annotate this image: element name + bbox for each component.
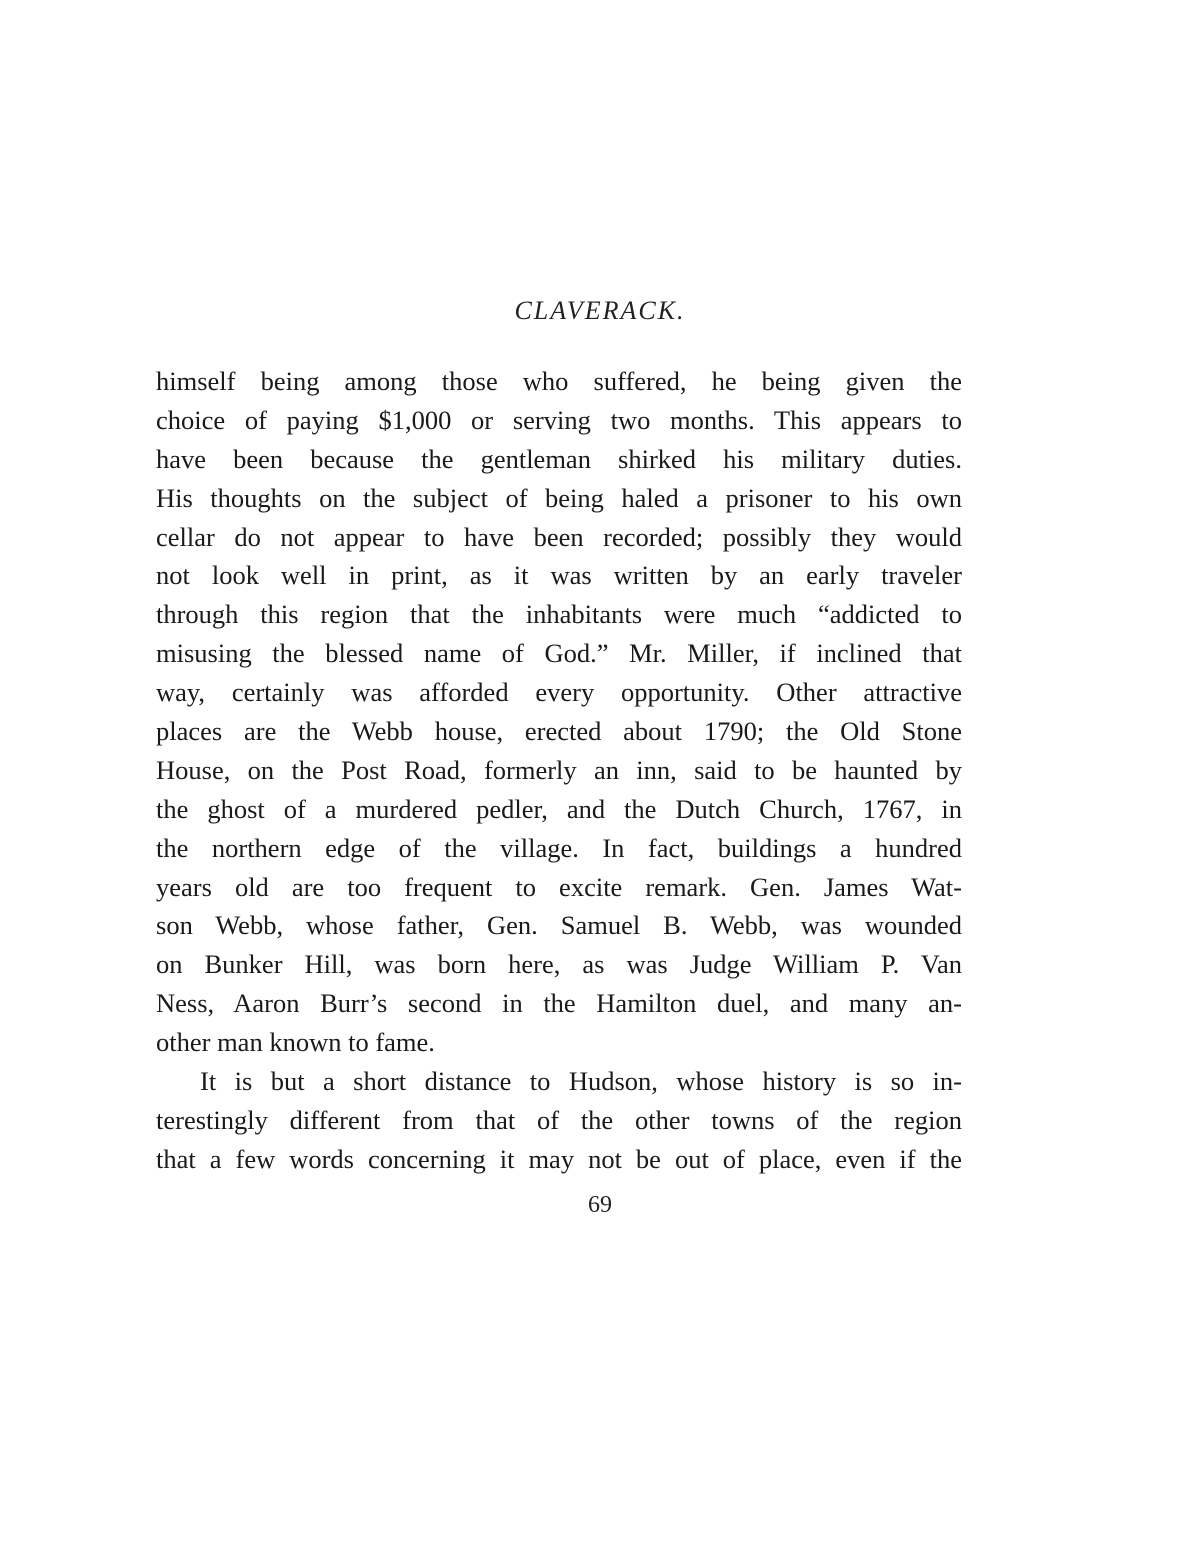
text-line: His thoughts on the subject of being haled a prisoner to his own (156, 482, 962, 513)
paragraph-1 (156, 362, 962, 1062)
text-line: have been because the gentleman shirked his military duties. (156, 443, 962, 474)
text-line: on Bunker Hill, was born here, as was Judge William P. Van (156, 949, 962, 980)
text-line: years old are too frequent to excite remark. Gen. James Wat- (156, 871, 962, 902)
text-line: not look well in print, as it was written by an early traveler (156, 560, 962, 591)
text-line: himself being among those who suffered, he being given the (156, 366, 962, 396)
text-line: choice of paying $1,000 or serving two months. This appears to (156, 404, 962, 435)
text-line: way, certainly was afforded every opportunity. Other attractive (156, 677, 962, 708)
text-line: son Webb, whose father, Gen. Samuel B. Webb, was wounded (156, 910, 962, 941)
paragraph-2 (156, 1062, 962, 1179)
running-title: CLAVERACK. (514, 296, 686, 325)
text-line: other man known to fame. (156, 1027, 435, 1058)
text-line: It is but a short distance to Hudson, whose history is so in- (200, 1066, 962, 1097)
text-line: Ness, Aaron Burr’s second in the Hamilton duel, and many an- (156, 988, 962, 1019)
text-line: the ghost of a murdered pedler, and the Dutch Church, 1767, in (156, 793, 962, 824)
text-line: places are the Webb house, erected about 1790; the Old Stone (156, 716, 962, 747)
text-line: that a few words concerning it may not be out of place, even if the (156, 1143, 962, 1174)
text-line: terestingly different from that of the other towns of the region (156, 1104, 962, 1135)
text-line: the northern edge of the village. In fact, buildings a hundred (156, 832, 962, 863)
text-line: House, on the Post Road, formerly an inn, said to be haunted by (156, 754, 962, 785)
page-number: 69 (588, 1192, 612, 1218)
text-line: cellar do not appear to have been recorded; possibly they would (156, 521, 962, 552)
text-line: through this region that the inhabitants were much “addicted to (156, 599, 962, 630)
text-line: misusing the blessed name of God.” Mr. Miller, if inclined that (156, 638, 962, 669)
body-text (156, 362, 962, 1179)
